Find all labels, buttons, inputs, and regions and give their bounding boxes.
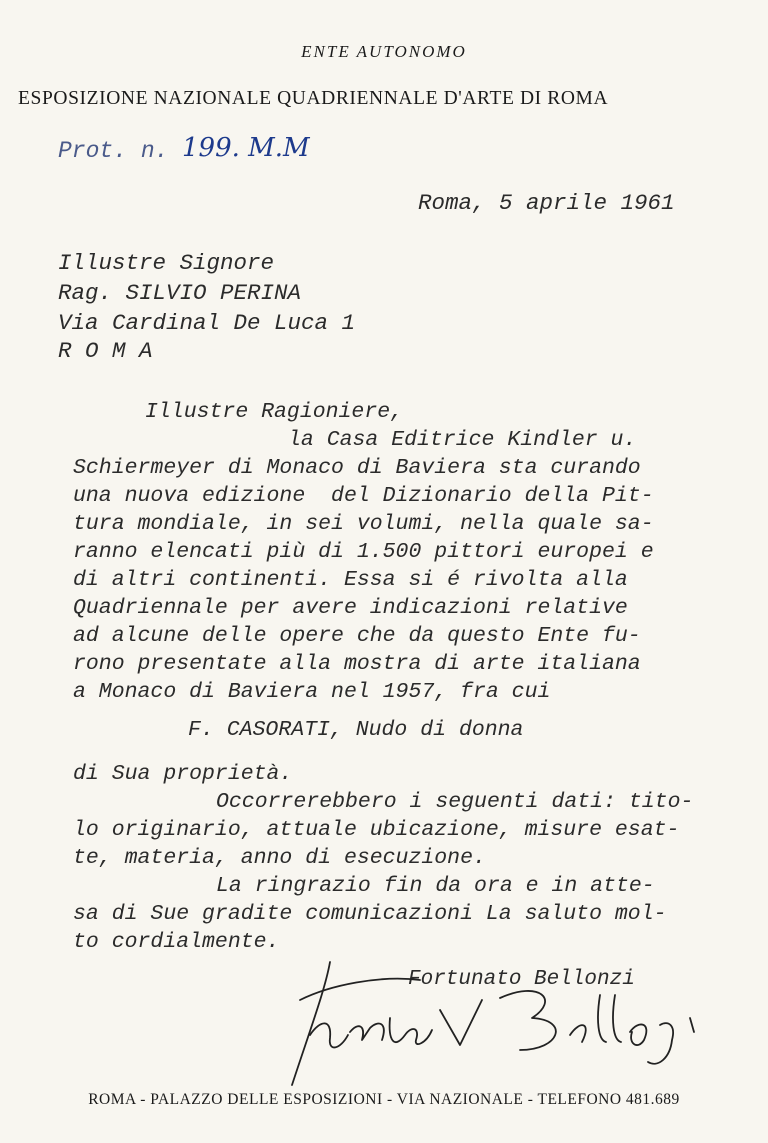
body-line: rono presentate alla mostra di arte italiana xyxy=(73,652,641,676)
body-line: lo originario, attuale ubicazione, misure esat- xyxy=(73,818,680,842)
letterhead-ente: ENTE AUTONOMO xyxy=(301,42,467,61)
body-line: ranno elencati più di 1.500 pittori europei e xyxy=(73,540,654,564)
recipient-salutation: Illustre Signore xyxy=(58,250,275,276)
recipient-city: R O M A xyxy=(58,338,153,364)
signatory-name: Fortunato Bellonzi xyxy=(408,968,635,991)
letterhead-title: ESPOSIZIONE NAZIONALE QUADRIENNALE D'ARTE DI ROMA xyxy=(18,88,609,109)
body-line: una nuova edizione del Dizionario della Pit- xyxy=(73,484,654,508)
artwork-reference: F. CASORATI, Nudo di donna xyxy=(188,718,524,742)
letter-date: Roma, 5 aprile 1961 xyxy=(418,190,675,216)
protocol-label: Prot. n. xyxy=(58,138,169,164)
body-line: di Sua proprietà. xyxy=(73,762,293,786)
handwritten-signature xyxy=(270,940,730,1090)
body-line: a Monaco di Baviera nel 1957, fra cui xyxy=(73,680,551,704)
body-line: te, materia, anno di esecuzione. xyxy=(73,846,486,870)
body-line: Quadriennale per avere indicazioni relative xyxy=(73,596,628,620)
recipient-street: Via Cardinal De Luca 1 xyxy=(58,310,356,336)
body-line: di altri continenti. Essa si é rivolta alla xyxy=(73,568,628,592)
recipient-name: Rag. SILVIO PERINA xyxy=(58,280,302,306)
body-line: to cordialmente. xyxy=(73,930,280,954)
protocol-number: 199. M.M xyxy=(182,133,310,163)
body-line: Schiermeyer di Monaco di Baviera sta curando xyxy=(73,456,641,480)
letterhead-footer: ROMA - PALAZZO DELLE ESPOSIZIONI - VIA NAZIONALE - TELEFONO 481.689 xyxy=(88,1091,680,1108)
body-line: la Casa Editrice Kindler u. xyxy=(288,428,637,452)
body-line: La ringrazio fin da ora e in atte- xyxy=(216,874,655,898)
body-line: sa di Sue gradite comunicazioni La saluto mol- xyxy=(73,902,667,926)
body-line: ad alcune delle opere che da questo Ente fu- xyxy=(73,624,641,648)
body-line: tura mondiale, in sei volumi, nella quale sa- xyxy=(73,512,654,536)
body-line: Illustre Ragioniere, xyxy=(145,400,404,424)
body-line: Occorrerebbero i seguenti dati: tito- xyxy=(216,790,694,814)
